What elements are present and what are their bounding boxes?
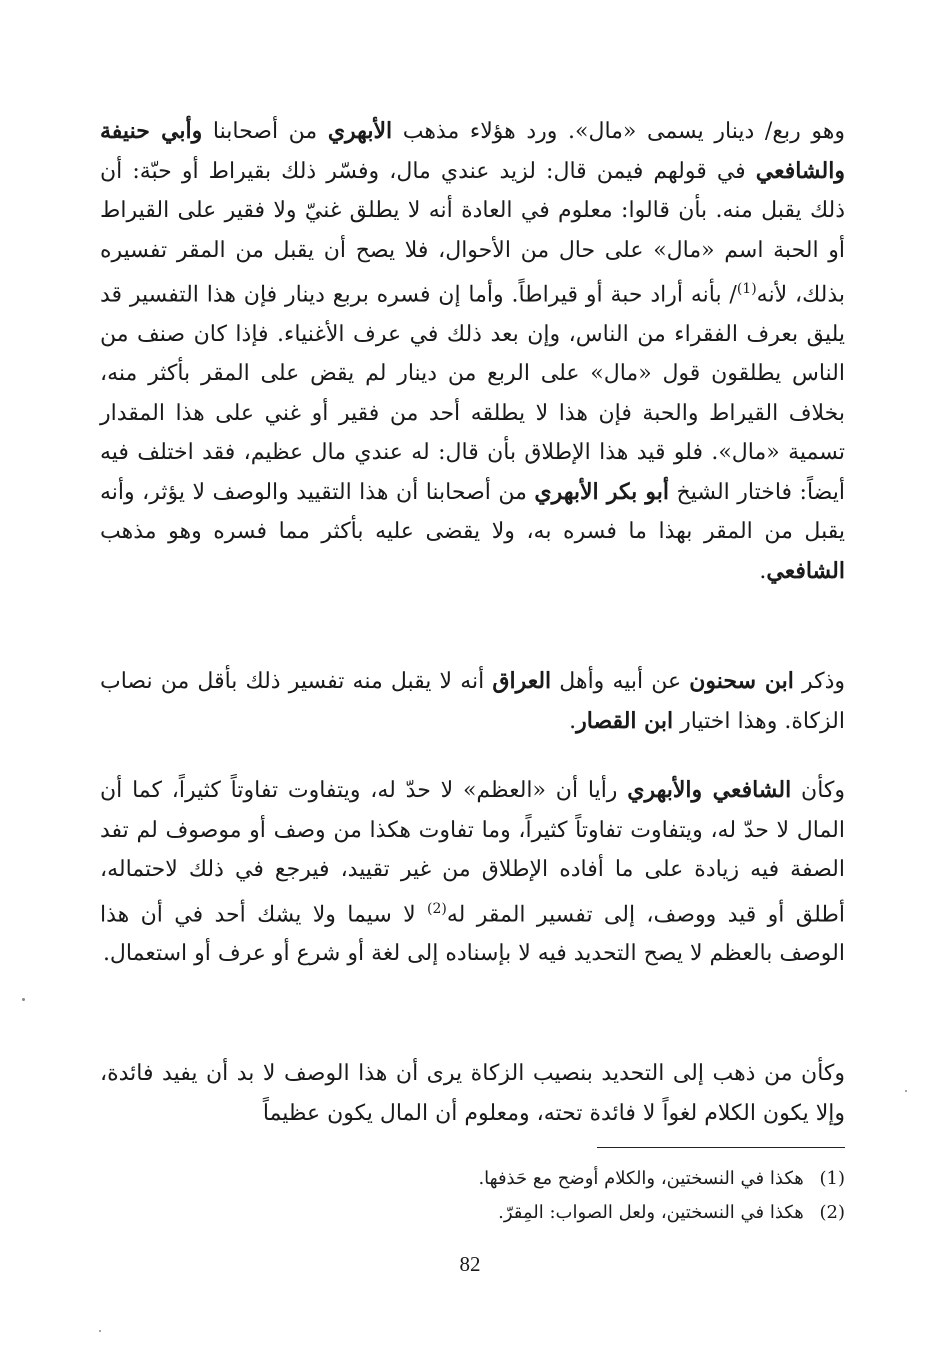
scan-speck xyxy=(905,1090,907,1092)
text-run: . xyxy=(759,558,767,584)
scan-speck xyxy=(22,998,25,1001)
text-run: عن أبيه وأهل xyxy=(551,669,690,694)
footnote-separator xyxy=(597,1147,845,1148)
footnote-2 xyxy=(100,1196,845,1230)
paragraph-text xyxy=(100,771,845,974)
footnotes xyxy=(100,1162,845,1230)
text-run: وكأن من ذهب إلى التحديد بنصيب الزكاة يرى أن هذا الوصف لا بد أن يفيد فائدة، وإلا يكون الكلام لغواً لا فائدة تحته، ومعلوم أن المال يكون عظيماً xyxy=(100,1061,845,1126)
bold-name: العراق xyxy=(492,668,552,694)
text-run: لا سيما ولا يشك أحد في أن هذا الوصف بالعظم لا يصح التحديد فيه لا بإسناده إلى لغة أو شرع أو عرف أو استعمال. xyxy=(100,901,845,967)
text-run: وهو ربع/ دينار يسمى «مال». ورد هؤلاء مذهب xyxy=(392,119,845,144)
text-run: أنه لا يقبل منه تفسير ذلك بأقل من نصاب الزكاة. وهذا اختيار xyxy=(100,669,845,734)
footnote-text: هكذا في النسختين، والكلام أوضح مع حَذفها. xyxy=(478,1168,804,1189)
text-run: في قولهم فيمن قال: لزيد عندي مال، وفسّر ذلك بقيراط أو حبّة: أن ذلك يقبل منه. بأن قالوا: معلوم في العادة أنه لا يطلق غنيّ ولا فقير على القيراط أو الحبة اسم «مال» على حال من الأحوال، فلا يصح أن يقبل من المقر تفسيره بذلك، لأنه xyxy=(100,158,846,308)
bold-name: وأبي حنيفة والشافعي xyxy=(100,118,845,184)
text-run: . xyxy=(569,708,577,734)
text-run: من أصحابنا أن هذا التقييد والوصف لا يؤثر، وأنه يقبل من المقر بهذا ما فسره به، ولا يقضى عليه بأكثر مما فسره وهو مذهب xyxy=(100,479,845,545)
bold-name: ابن سحنون xyxy=(689,668,794,694)
bold-name: الأبهري xyxy=(327,118,393,144)
footnote-text: هكذا في النسختين، ولعل الصواب: المِقرّ. xyxy=(498,1202,804,1223)
paragraph-1 xyxy=(100,112,845,591)
footnote-ref: (2) xyxy=(427,900,447,917)
bold-name: الشافعي xyxy=(766,557,845,584)
footnote-ref: (1) xyxy=(736,281,757,297)
paragraph-4 xyxy=(100,1054,845,1133)
paragraph-text xyxy=(100,1054,845,1133)
paragraph-text xyxy=(100,112,845,591)
bold-name: أبو بكر الأبهري xyxy=(534,478,670,505)
text-run: من أصحابنا xyxy=(202,119,328,144)
paragraph-text xyxy=(100,662,845,741)
text-run: وكأن xyxy=(791,778,846,803)
text-run: / بأنه أراد حبة أو قيراطاً. وأما إن فسره بربع دينار فإن هذا التفسير قد يليق بعرف الفقراء من الناس، وإن بعد ذلك في عرف الأغنياء. فإذا كان صنف من الناس يطلقون قول «مال» على الربع من دينار لم يقض على المقر بأكثر منه، بخلاف القيراط والحبة فإن هذا لا يطلقه أحد من فقير أو غني على هذا المقدار تسمية «مال». فلو قيد هذا الإطلاق بأن قال: له عندي مال عظيم، فقد اختلف فيه أيضاً: فاختار الشيخ xyxy=(100,282,845,505)
footnote-1 xyxy=(100,1162,845,1196)
bold-name: الشافعي والأبهري xyxy=(627,777,792,803)
bold-name: ابن القصار xyxy=(576,707,674,734)
paragraph-2 xyxy=(100,662,845,741)
footnote-number: (2) xyxy=(819,1202,845,1223)
text-run: رأيا أن «العظم» لا حدّ له، ويتفاوت تفاوتاً كثيراً، كما أن المال لا حدّ له، ويتفاوت تفاوتاً كثيراً، وما تفاوت هكذا من وصف أو موصوف لم تفد الصفة فيه زيادة على ما أفاده الإطلاق من غير تقييد، فيرجع في ذلك لاحتماله، أطلق أو قيد ووصف، إلى تفسير المقر له xyxy=(100,778,846,927)
page-number: 82 xyxy=(459,1252,481,1276)
scan-speck xyxy=(99,1330,101,1332)
text-run: وذكر xyxy=(793,669,846,694)
paragraph-3 xyxy=(100,771,845,974)
footnote-number: (1) xyxy=(819,1168,845,1189)
